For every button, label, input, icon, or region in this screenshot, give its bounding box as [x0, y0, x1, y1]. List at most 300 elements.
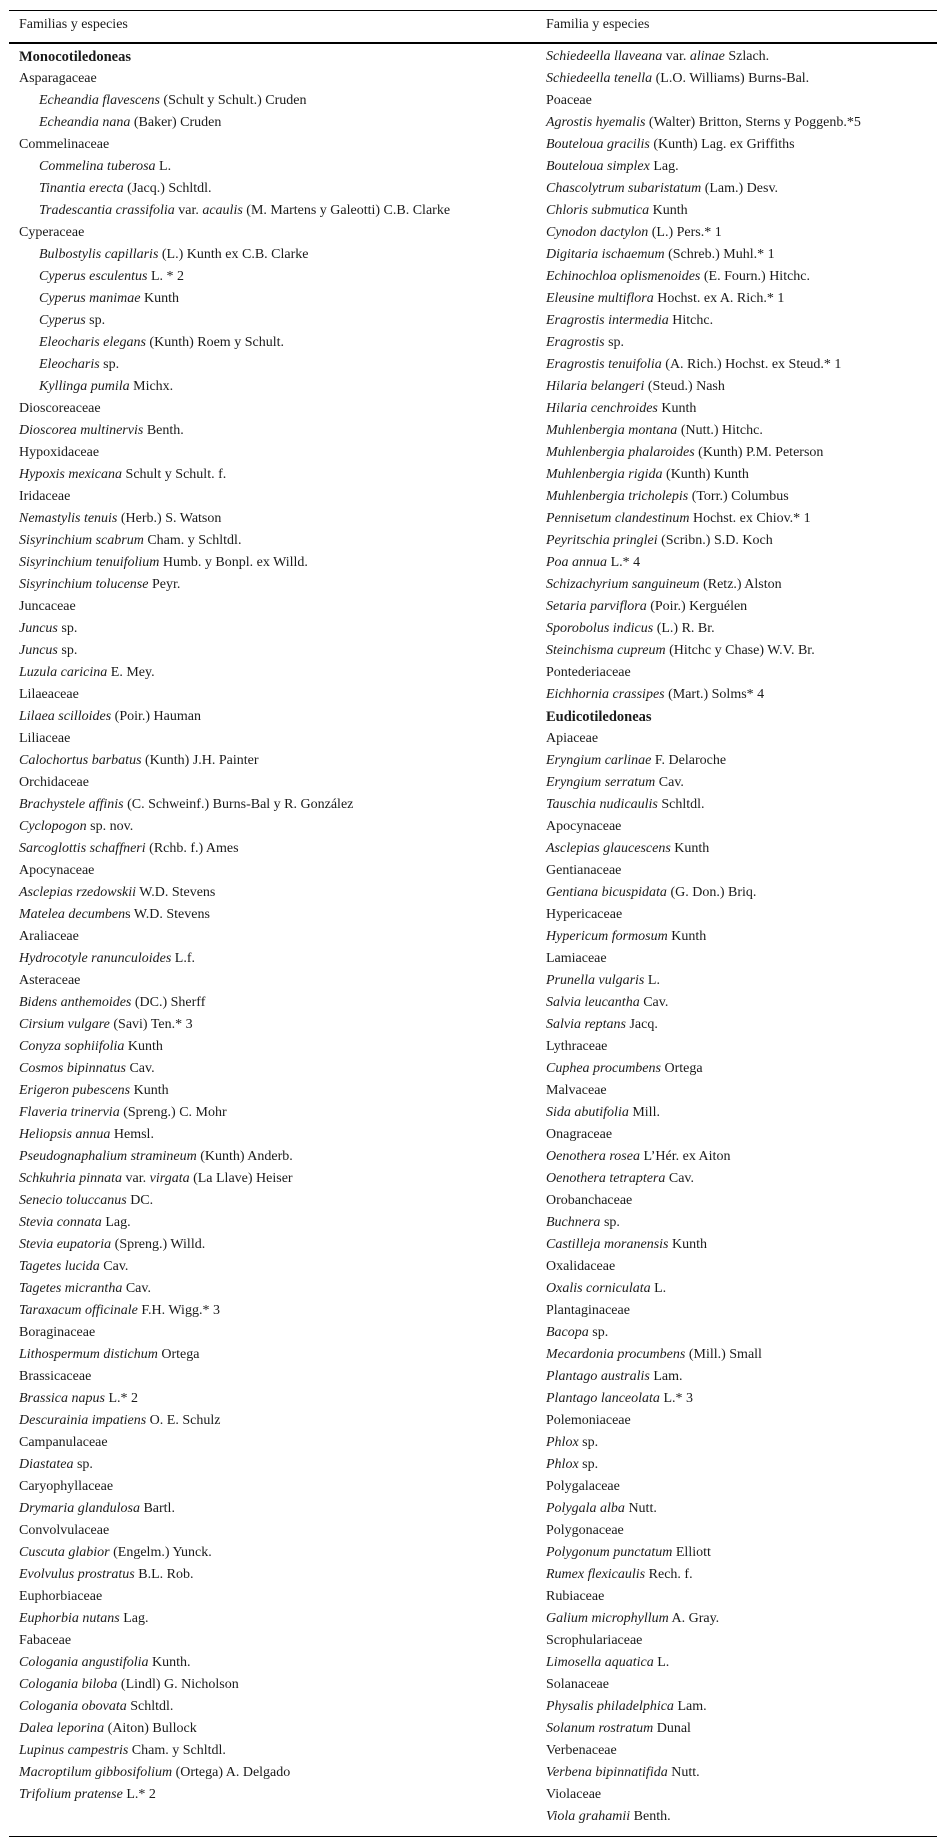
species-name: Tauschia nudicaulis: [546, 797, 658, 812]
family-row: Araliaceae: [19, 929, 79, 944]
species-row: [19, 794, 534, 816]
species-name: Galium microphyllum: [546, 1611, 669, 1626]
family-row: Malvaceae: [546, 1083, 607, 1098]
species-row: [546, 354, 936, 376]
species-row: [546, 1234, 936, 1256]
species-row: [546, 640, 936, 662]
species-row: [19, 464, 534, 486]
family-row: Orobanchaceae: [546, 1193, 633, 1208]
species-name: Descurainia impatiens: [19, 1413, 147, 1428]
species-name: Sisyrinchium tenuifolium: [19, 555, 160, 570]
species-authority: (Spreng.) Willd.: [111, 1237, 206, 1252]
species-name: Cyclopogon: [19, 819, 87, 834]
left-column: [19, 46, 534, 1806]
species-authority: (Rchb. f.) Ames: [145, 841, 239, 856]
species-name: Sarcoglottis schaffneri: [19, 841, 146, 856]
species-name: Stevia eupatoria: [19, 1237, 112, 1252]
species-authority: (Poir.) Kerguélen: [646, 599, 748, 614]
species-name: Agrostis hyemalis: [546, 115, 646, 130]
species-row: [19, 156, 534, 178]
species-name: Diastatea: [19, 1457, 74, 1472]
species-row: [546, 310, 936, 332]
species-authority: L.: [653, 1655, 670, 1670]
species-authority: sp.: [57, 643, 78, 658]
species-authority: (Retz.) Alston: [699, 577, 782, 592]
family-row: Rubiaceae: [546, 1589, 605, 1604]
group-heading: Monocotiledoneas: [19, 49, 131, 65]
species-authority: Hochst. ex Chiov.* 1: [689, 511, 811, 526]
species-name: Schizachyrium sanguineum: [546, 577, 700, 592]
species-authority: (Steud.) Nash: [644, 379, 725, 394]
species-name: Tagetes lucida: [19, 1259, 100, 1274]
species-authority: Elliott: [672, 1545, 711, 1560]
species-row: [546, 1366, 936, 1388]
species-row: [19, 750, 534, 772]
species-authority: O. E. Schulz: [146, 1413, 221, 1428]
species-row: [546, 1146, 936, 1168]
species-authority: Dunal: [653, 1721, 691, 1736]
species-authority: Kunth: [140, 291, 179, 306]
species-name: Juncus: [19, 621, 58, 636]
family-row: Gentianaceae: [546, 863, 622, 878]
species-row: [19, 1542, 534, 1564]
species-name: Bouteloua simplex: [546, 159, 650, 174]
species-authority: sp.: [578, 1435, 599, 1450]
species-authority: (Nutt.) Hitchc.: [677, 423, 763, 438]
family-row: Dioscoreaceae: [19, 401, 101, 416]
species-name: Dalea leporina: [19, 1721, 105, 1736]
species-authority: Kunth: [130, 1083, 169, 1098]
species-name: Luzula caricina: [19, 665, 108, 680]
species-authority: (G. Don.) Briq.: [666, 885, 757, 900]
species-authority: E. Mey.: [107, 665, 155, 680]
species-authority: Hemsl.: [110, 1127, 154, 1142]
species-row: [19, 288, 534, 310]
species-name: Bidens anthemoides: [19, 995, 132, 1010]
species-authority: Nutt.: [624, 1501, 657, 1516]
species-name: Eleusine multiflora: [546, 291, 654, 306]
species-authority: L.: [644, 973, 660, 988]
species-row: [19, 1564, 534, 1586]
species-authority: (Kunth) Roem y Schult.: [145, 335, 284, 350]
species-authority: var.: [174, 203, 203, 218]
species-row: [546, 222, 936, 244]
species-row: [19, 1762, 534, 1784]
species-authority: Cav.: [99, 1259, 129, 1274]
species-authority: (L.O. Williams) Burns-Bal.: [652, 71, 810, 86]
species-name: Cologania angustifolia: [19, 1655, 149, 1670]
species-authority: Lam.: [649, 1369, 683, 1384]
species-row: [546, 1212, 936, 1234]
species-authority: (Kunth) Anderb.: [196, 1149, 293, 1164]
species-row: [546, 794, 936, 816]
species-row: [546, 112, 936, 134]
species-name: Euphorbia nutans: [19, 1611, 120, 1626]
species-authority: sp.: [73, 1457, 93, 1472]
species-name: Tinantia erecta: [39, 181, 124, 196]
species-row: [19, 816, 534, 838]
infraspecific-name: virgata: [149, 1171, 190, 1186]
species-authority: (Mill.) Small: [685, 1347, 762, 1362]
species-name: Evolvulus prostratus: [19, 1567, 135, 1582]
family-row: Apocynaceae: [19, 863, 95, 878]
species-authority: B.L. Rob.: [134, 1567, 194, 1582]
species-name: Limosella aquatica: [546, 1655, 654, 1670]
species-row: [546, 266, 936, 288]
species-row: [19, 1036, 534, 1058]
species-name: Muhlenbergia phalaroides: [546, 445, 695, 460]
infraspecific-authority: (La Llave) Heiser: [189, 1171, 293, 1186]
species-name: Oenothera rosea: [546, 1149, 640, 1164]
species-authority: (Lindl) G. Nicholson: [117, 1677, 239, 1692]
family-row: Polygonaceae: [546, 1523, 624, 1538]
species-row: [546, 772, 936, 794]
species-name: Cosmos bipinnatus: [19, 1061, 126, 1076]
species-name: Flaveria trinervia: [19, 1105, 120, 1120]
species-row: [546, 618, 936, 640]
species-name: Phlox: [546, 1435, 579, 1450]
species-row: [19, 178, 534, 200]
species-authority: sp.: [588, 1325, 609, 1340]
species-row: [19, 1498, 534, 1520]
species-name: Schiedeella tenella: [546, 71, 653, 86]
table-header-rule: [9, 42, 937, 44]
species-name: Juncus: [19, 643, 58, 658]
species-row: [19, 1124, 534, 1146]
species-row: [546, 596, 936, 618]
family-row: Apocynaceae: [546, 819, 622, 834]
species-authority: Kunth: [667, 929, 707, 944]
species-row: [19, 200, 534, 222]
species-authority: Rech. f.: [645, 1567, 693, 1582]
species-authority: Mill.: [628, 1105, 660, 1120]
species-row: [19, 354, 534, 376]
species-authority: (L.) Kunth ex C.B. Clarke: [158, 247, 309, 262]
species-name: Hypoxis mexicana: [19, 467, 123, 482]
species-authority: L.* 3: [659, 1391, 693, 1406]
species-authority: L.: [155, 159, 172, 174]
species-name: Eragrostis tenuifolia: [546, 357, 662, 372]
species-name: Oenothera tetraptera: [546, 1171, 666, 1186]
species-name: Pseudognaphalium stramineum: [19, 1149, 197, 1164]
family-row: Iridaceae: [19, 489, 71, 504]
species-authority: F. Delaroche: [651, 753, 727, 768]
species-authority: sp.: [600, 1215, 620, 1230]
species-authority: (Hitchc y Chase) W.V. Br.: [665, 643, 815, 658]
species-name: Steinchisma cupreum: [546, 643, 666, 658]
species-row: [546, 1762, 936, 1784]
family-row: Apiaceae: [546, 731, 599, 746]
species-row: [546, 244, 936, 266]
species-name: Plantago australis: [546, 1369, 650, 1384]
species-authority: (Schreb.) Muhl.* 1: [664, 247, 775, 262]
species-name: Commelina tuberosa: [39, 159, 156, 174]
family-row: Caryophyllaceae: [19, 1479, 114, 1494]
species-row: [546, 1322, 936, 1344]
species-authority: Cav.: [639, 995, 669, 1010]
species-authority: Kunth: [649, 203, 688, 218]
species-name: Sporobolus indicus: [546, 621, 654, 636]
species-authority: sp.: [57, 621, 78, 636]
species-row: [546, 838, 936, 860]
species-name: Cyperus manimae: [39, 291, 141, 306]
species-row: [19, 1168, 534, 1190]
species-row: [546, 464, 936, 486]
species-row: [19, 882, 534, 904]
species-row: [546, 1278, 936, 1300]
species-name: Cynodon dactylon: [546, 225, 649, 240]
species-row: [19, 1278, 534, 1300]
species-row: [546, 1102, 936, 1124]
species-authority: (A. Rich.) Hochst. ex Steud.* 1: [661, 357, 842, 372]
species-authority: (Spreng.) C. Mohr: [119, 1105, 227, 1120]
species-name: Viola grahamii: [546, 1809, 631, 1824]
species-name: Asclepias rzedowskii: [19, 885, 137, 900]
species-row: [546, 1806, 936, 1828]
infraspecific-name: alinae: [689, 49, 725, 64]
species-row: [19, 1234, 534, 1256]
species-row: [19, 662, 534, 684]
species-authority: (L.) Pers.* 1: [648, 225, 722, 240]
species-authority: L.* 2: [122, 1787, 156, 1802]
species-row: [19, 1718, 534, 1740]
species-row: [546, 486, 936, 508]
species-authority: Lam.: [673, 1699, 707, 1714]
species-name: Eleocharis elegans: [39, 335, 146, 350]
species-name: Eleocharis: [39, 357, 100, 372]
species-name: Solanum rostratum: [546, 1721, 654, 1736]
species-authority: (Ortega) A. Delgado: [172, 1765, 291, 1780]
species-name: Cyperus: [39, 313, 86, 328]
species-authority: Kunth.: [148, 1655, 191, 1670]
family-row: Poaceae: [546, 93, 592, 108]
species-name: Eragrostis: [546, 335, 605, 350]
family-row: Lythraceae: [546, 1039, 608, 1054]
species-row: [546, 1432, 936, 1454]
species-row: [19, 1608, 534, 1630]
family-row: Hypericaceae: [546, 907, 623, 922]
species-row: [546, 1542, 936, 1564]
species-row: [546, 970, 936, 992]
species-authority: sp.: [604, 335, 625, 350]
species-name: Nemastylis tenuis: [19, 511, 118, 526]
family-row: Plantaginaceae: [546, 1303, 630, 1318]
species-authority: Ortega: [660, 1061, 703, 1076]
species-row: [546, 1718, 936, 1740]
species-row: [19, 1256, 534, 1278]
species-row: [546, 926, 936, 948]
species-row: [19, 1784, 534, 1806]
species-row: [546, 376, 936, 398]
species-row: [546, 1498, 936, 1520]
species-authority: Peyr.: [148, 577, 181, 592]
species-name: Salvia reptans: [546, 1017, 626, 1032]
species-name: Chloris submutica: [546, 203, 650, 218]
species-authority: Bartl.: [139, 1501, 175, 1516]
species-name: Digitaria ischaemum: [546, 247, 665, 262]
species-row: [19, 992, 534, 1014]
species-name: Bacopa: [546, 1325, 589, 1340]
family-row: Brassicaceae: [19, 1369, 92, 1384]
family-row: Lilaeaceae: [19, 687, 79, 702]
species-name: Tradescantia crassifolia: [39, 203, 175, 218]
family-row: Onagraceae: [546, 1127, 613, 1142]
species-name: Cuphea procumbens: [546, 1061, 661, 1076]
family-row: Juncaceae: [19, 599, 76, 614]
species-name: Muhlenbergia rigida: [546, 467, 663, 482]
family-row: Orchidaceae: [19, 775, 89, 790]
family-row: Hypoxidaceae: [19, 445, 100, 460]
species-authority: Cav.: [655, 775, 684, 790]
species-authority: L’Hér. ex Aiton: [639, 1149, 731, 1164]
species-row: [19, 266, 534, 288]
infraspecific-authority: Szlach.: [724, 49, 770, 64]
species-name: Macroptilum gibbosifolium: [19, 1765, 173, 1780]
species-name: Hypericum formosum: [546, 929, 668, 944]
species-name: Erigeron pubescens: [19, 1083, 131, 1098]
species-authority: Benth.: [630, 1809, 671, 1824]
species-row: [19, 1740, 534, 1762]
species-authority: Lag.: [119, 1611, 149, 1626]
species-authority: Lag.: [649, 159, 679, 174]
species-authority: Michx.: [129, 379, 174, 394]
species-row: [19, 1212, 534, 1234]
species-name: Physalis philadelphica: [546, 1699, 674, 1714]
species-name: Sisyrinchium scabrum: [19, 533, 144, 548]
species-name: Oxalis corniculata: [546, 1281, 651, 1296]
species-row: [546, 574, 936, 596]
species-name: Polygala alba: [546, 1501, 625, 1516]
species-authority: W.D. Stevens: [136, 885, 216, 900]
species-authority: (Lam.) Desv.: [701, 181, 779, 196]
table-bottom-rule: [9, 1836, 937, 1837]
species-row: [19, 640, 534, 662]
family-row: Convolvulaceae: [19, 1523, 110, 1538]
species-name: Tagetes micrantha: [19, 1281, 123, 1296]
family-row: Cyperaceae: [19, 225, 85, 240]
species-name: Mecardonia procumbens: [546, 1347, 686, 1362]
group-heading: Eudicotiledoneas: [546, 709, 652, 725]
family-row: Polemoniaceae: [546, 1413, 631, 1428]
species-row: [546, 992, 936, 1014]
family-row: Polygalaceae: [546, 1479, 620, 1494]
species-authority: DC.: [126, 1193, 154, 1208]
species-authority: Cav.: [125, 1061, 155, 1076]
right-column: [546, 46, 936, 1828]
species-authority: Cham. y Schltdl.: [128, 1743, 226, 1758]
species-row: [19, 376, 534, 398]
species-authority: (Scribn.) S.D. Koch: [657, 533, 773, 548]
species-row: [19, 90, 534, 112]
species-authority: Lag.: [101, 1215, 131, 1230]
species-authority: Schult y Schult. f.: [122, 467, 227, 482]
header-families-species: Familias y especies: [19, 17, 128, 32]
species-row: [19, 618, 534, 640]
species-name: Rumex flexicaulis: [546, 1567, 646, 1582]
species-name: Pennisetum clandestinum: [546, 511, 690, 526]
species-name: Chascolytrum subaristatum: [546, 181, 702, 196]
species-authority: sp.: [99, 357, 120, 372]
species-name: Muhlenbergia montana: [546, 423, 678, 438]
species-name: Brachystele affinis: [19, 797, 124, 812]
species-authority: (Schult y Schult.) Cruden: [159, 93, 307, 108]
species-name: Verbena bipinnatifida: [546, 1765, 668, 1780]
species-name: Asclepias glaucescens: [546, 841, 671, 856]
family-row: Lamiaceae: [546, 951, 607, 966]
species-authority: (Herb.) S. Watson: [117, 511, 222, 526]
species-row: [19, 552, 534, 574]
species-row: [19, 530, 534, 552]
species-authority: Kunth: [668, 1237, 708, 1252]
species-row: [19, 1190, 534, 1212]
table-top-rule: [9, 10, 937, 11]
species-row: [546, 332, 936, 354]
species-name: Bulbostylis capillaris: [39, 247, 159, 262]
species-row: [546, 1696, 936, 1718]
species-name: Plantago lanceolata: [546, 1391, 660, 1406]
species-name: Heliopsis annua: [19, 1127, 111, 1142]
species-row: [19, 1674, 534, 1696]
species-name: Stevia connata: [19, 1215, 102, 1230]
species-authority: Cav.: [122, 1281, 151, 1296]
species-authority: (Kunth) Kunth: [662, 467, 749, 482]
species-name: Setaria parviflora: [546, 599, 647, 614]
species-name: Cyperus esculentus: [39, 269, 148, 284]
species-authority: (Torr.) Columbus: [688, 489, 789, 504]
species-row: [546, 420, 936, 442]
species-name: Cologania biloba: [19, 1677, 118, 1692]
species-row: [19, 1696, 534, 1718]
species-row: [19, 112, 534, 134]
species-name: Dioscorea multinervis: [19, 423, 144, 438]
species-row: [19, 1080, 534, 1102]
species-authority: Kunth: [670, 841, 710, 856]
species-authority: L.* 2: [104, 1391, 139, 1406]
species-row: [546, 552, 936, 574]
species-row: [19, 1388, 534, 1410]
species-authority: (Poir.) Hauman: [111, 709, 201, 724]
species-authority: (DC.) Sherff: [131, 995, 206, 1010]
species-name: Eragrostis intermedia: [546, 313, 669, 328]
species-authority: sp.: [85, 313, 106, 328]
species-name: Lupinus campestris: [19, 1743, 129, 1758]
species-name: Hilaria belangeri: [546, 379, 645, 394]
family-row: Oxalidaceae: [546, 1259, 616, 1274]
family-row: Boraginaceae: [19, 1325, 96, 1340]
species-authority: Schltdl.: [126, 1699, 174, 1714]
species-authority: L.: [650, 1281, 667, 1296]
species-row: [546, 1014, 936, 1036]
species-authority: L. * 2: [147, 269, 185, 284]
species-authority: (Baker) Cruden: [130, 115, 222, 130]
species-row: [19, 706, 534, 728]
species-row: [19, 1410, 534, 1432]
species-row: [19, 1652, 534, 1674]
species-row: [546, 442, 936, 464]
species-authority: (Mart.) Solms* 4: [664, 687, 765, 702]
species-row: [546, 530, 936, 552]
species-authority: Cham. y Schltdl.: [143, 533, 242, 548]
header-family-species: Familia y especies: [546, 17, 650, 32]
species-row: [19, 420, 534, 442]
species-name: Bouteloua gracilis: [546, 137, 650, 152]
species-name: Cirsium vulgare: [19, 1017, 110, 1032]
family-row: Verbenaceae: [546, 1743, 617, 1758]
species-name: Hilaria cenchroides: [546, 401, 658, 416]
species-name: Sisyrinchium tolucense: [19, 577, 149, 592]
species-authority: sp.: [578, 1457, 599, 1472]
species-name: Schkuhria pinnata: [19, 1171, 123, 1186]
